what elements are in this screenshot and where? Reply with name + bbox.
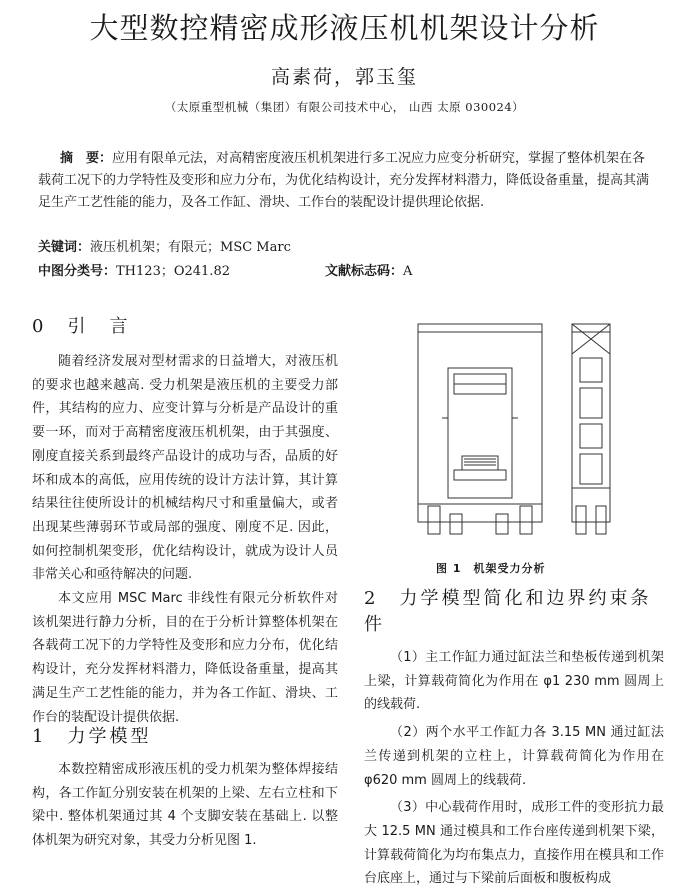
keywords-label: 关键词： xyxy=(38,240,91,255)
paper-title: 大型数控精密成形液压机机架设计分析 xyxy=(89,11,600,45)
front-frame-outline xyxy=(418,324,542,522)
paper-affiliation: （太原重型机械（集团）有限公司技术中心， 山西 太原 030024） xyxy=(164,100,525,114)
section-heading-model: 1 力学模型 xyxy=(32,726,152,747)
document-code-value: A xyxy=(403,264,413,279)
section-heading-introduction: 0 引 言 xyxy=(32,316,131,337)
bc-paragraph-1: （1）主工作缸力通过缸法兰和垫板传递到机架上梁，计算载荷简化为作用在 φ1 230 mm 圆周上的线载荷. xyxy=(364,650,664,713)
document-code xyxy=(325,260,412,279)
abstract xyxy=(38,148,650,214)
bc-paragraph-2: （2）两个水平工作缸力各 3.15 MN 通过缸法兰传递到机架的立柱上，计算载荷简化为作用在 φ620 mm 圆周上的线载荷. xyxy=(364,725,664,788)
abstract-text: 应用有限单元法，对高精密度液压机机架进行多工况应力应变分析研究，掌握了整体机架在各载荷工况下的力学特性及变形和应力分布，为优化结构设计，充分发挥材料潜力，降低设备重量，提高其满足生产工艺性能的能力，及各工作缸、滑块、工作台的装配设计提供理论依据. xyxy=(38,151,650,210)
paper-authors: 高素荷，郭玉玺 xyxy=(270,66,418,88)
intro-paragraph-2: 本文应用 MSC Marc 非线性有限元分析软件对该机架进行静力分析，目的在于分析计算整体机架在各载荷工况下的力学特性及变形和应力分布，优化结构设计，充分发挥材料潜力，降低设备重量，提高其满足生产工艺性能的能力，并为各工作缸、滑块、工作台的装配设计提供依据. xyxy=(32,591,338,725)
classification-code: TH123；O241.82 xyxy=(116,264,230,279)
side-frame-outline xyxy=(572,324,610,522)
document-code-label: 文献标志码： xyxy=(325,264,404,279)
keywords xyxy=(38,236,291,255)
keywords-text: 液压机机架；有限元；MSC Marc xyxy=(90,240,291,255)
figure-caption: 图 1 机架受力分析 xyxy=(436,562,546,575)
section-heading-boundary: 2 力学模型简化和边界约束条件 xyxy=(364,588,652,635)
section-boundary-conditions xyxy=(364,584,664,891)
model-paragraph-1: 本数控精密成形液压机的受力机架为整体焊接结构，各工作缸分别安装在机架的上梁、左右立柱和下梁中. 整体机架通过其 4 个支脚安装在基础上. 以整体机架为研究对象，其受力分析见图 1. xyxy=(32,762,338,849)
section-mechanical-model xyxy=(32,722,338,853)
classification-label: 中图分类号： xyxy=(38,264,117,279)
section-introduction xyxy=(32,312,338,729)
workpiece-die xyxy=(462,456,498,470)
front-window xyxy=(448,368,512,498)
classification xyxy=(38,260,458,279)
abstract-label: 摘 要： xyxy=(60,151,113,166)
intro-paragraph-1: 随着经济发展对型材需求的日益增大，对液压机的要求也越来越高. 受力机架是液压机的主要受力部件，其结构的应力、应变计算与分析是产品设计的重要一环，而对于高精密度液压机机架，由于其强度、刚度直接关系到最终产品设计的成功与否，品质的好坏和成本的高低，应用传统的设计方法计算，其计算结果往往使所设计的机械结构尺寸和重量偏大，或者出现某些薄弱环节或局部的强度、刚度不足. 因此，如何控制机架变形，优化结构设计，就成为设计人员非常关心和亟待解决的问题. xyxy=(32,354,338,583)
bc-paragraph-3: （3）中心载荷作用时，成形工件的变形抗力最大 12.5 MN 通过模具和工作台座传递到机架下梁，计算载荷简化为均布集点力，直接作用在模具和工作台底座上，通过与下梁前后面板和腹板构成 xyxy=(364,800,664,887)
frame-force-diagram xyxy=(400,318,640,548)
